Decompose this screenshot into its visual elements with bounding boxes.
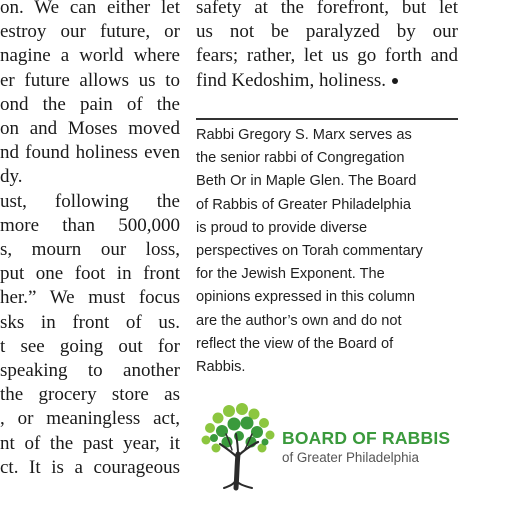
bio-line: Rabbis. [196, 359, 246, 376]
text-line: fears; rather, let us go forth and [196, 45, 458, 67]
bio-line: is proud to provide diverse [196, 219, 368, 236]
text-line: safety at the forefront, but let [196, 0, 458, 18]
bio-line: Beth Or in Maple Glen. The Board [196, 173, 417, 190]
tree-icon [196, 398, 280, 494]
bio-line: opinions expressed in this column [196, 289, 416, 306]
text-line: ond the pain of the [0, 93, 180, 115]
text-line: more than 500,000 [0, 214, 180, 236]
text-line: ust, following the [0, 190, 180, 212]
bio-line: are the author’s own and do not [196, 312, 402, 329]
end-mark-icon [392, 78, 398, 84]
board-of-rabbis-logo [196, 398, 476, 498]
bio-line: for the Jewish Exponent. The [196, 266, 385, 283]
author-bio [196, 124, 458, 379]
bio-line: perspectives on Torah commentary [196, 243, 423, 260]
text-line: t see going out for [0, 335, 180, 357]
text-line: on and Moses moved [0, 118, 180, 140]
bio-line: the senior rabbi of Congregation [196, 150, 405, 167]
text-line: sks in front of us. [0, 311, 180, 333]
text-line: nagine a world where [0, 45, 180, 67]
text-line: , or meaningless act, [0, 408, 180, 430]
text-line: estroy our future, or [0, 21, 180, 43]
text-line: the grocery store as [0, 384, 180, 406]
article-left-column [0, 0, 180, 480]
text-line-final [196, 69, 458, 93]
bio-line: Rabbi Gregory S. Marx serves as [196, 127, 412, 143]
bio-line: of Rabbis of Greater Philadelphia [196, 196, 411, 213]
text-line: s, mourn our loss, [0, 239, 180, 261]
text-line: er future allows us to [0, 69, 180, 91]
article-right-column [196, 0, 458, 93]
text-line: on. We can either let [0, 0, 180, 18]
bio-line: reflect the view of the Board of [196, 335, 394, 352]
text-line: speaking to another [0, 360, 180, 382]
text-line: nt of the past year, it [0, 432, 180, 454]
section-divider [196, 118, 458, 120]
text-line: her.” We must focus [0, 287, 180, 309]
logo-title: BOARD OF RABBIS [282, 428, 451, 448]
text-line: nd found holiness even [0, 142, 180, 164]
text-line: us not be paralyzed by our [196, 21, 458, 43]
final-sentence: find Kedoshim, holiness. [196, 69, 386, 91]
logo-subtitle: of Greater Philadelphia [282, 450, 419, 465]
text-line: put one foot in front [0, 263, 180, 285]
text-line: ct. It is a courageous [0, 456, 180, 478]
text-line: dy. [0, 166, 23, 188]
